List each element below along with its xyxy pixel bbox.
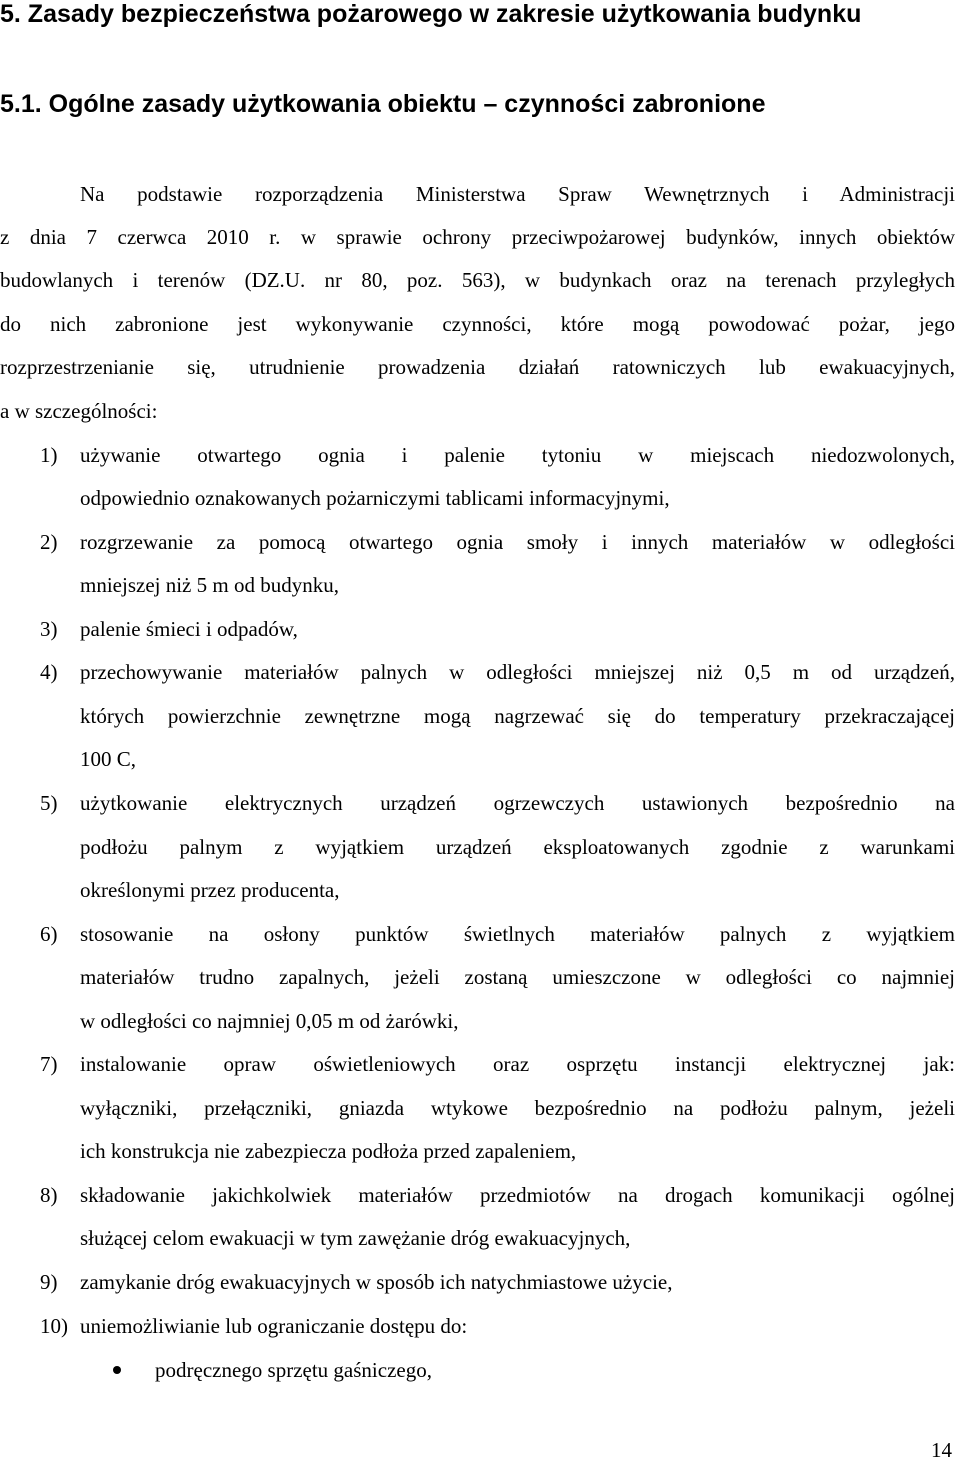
list-item-line: wyłączniki, przełączniki, gniazda wtykowe bezpośrednio na podłożu palnym, jeżeli (80, 1096, 955, 1120)
section-heading: 5. Zasady bezpieczeństwa pożarowego w zakresie użytkowania budynku (0, 0, 862, 28)
list-item-line: uniemożliwianie lub ograniczanie dostępu do: (80, 1314, 468, 1338)
list-item-line: 100 C, (80, 747, 137, 771)
list-item-number: 1) (40, 443, 58, 467)
list-item-line: mniejszej niż 5 m od budynku, (80, 573, 339, 597)
bullet-item: podręcznego sprzętu gaśniczego, (155, 1358, 432, 1382)
intro-line: a w szczególności: (0, 399, 158, 423)
list-item-line: służącej celom ewakuacji w tym zawężanie dróg ewakuacyjnych, (80, 1226, 631, 1250)
list-item-line: użytkowanie elektrycznych urządzeń ogrzewczych ustawionych bezpośrednio na (80, 791, 955, 815)
list-item-line: odpowiednio oznakowanych pożarniczymi tablicami informacyjnymi, (80, 486, 670, 510)
list-item-line: instalowanie opraw oświetleniowych oraz osprzętu instancji elektrycznej jak: (80, 1052, 955, 1076)
list-item-line: palenie śmieci i odpadów, (80, 617, 298, 641)
list-item-number: 8) (40, 1183, 58, 1207)
list-item-number: 3) (40, 617, 58, 641)
list-item-line: których powierzchnie zewnętrzne mogą nagrzewać się do temperatury przekraczającej (80, 704, 955, 728)
list-item-line: przechowywanie materiałów palnych w odległości mniejszej niż 0,5 m od urządzeń, (80, 660, 955, 684)
list-item-number: 10) (40, 1314, 68, 1338)
list-item-line: stosowanie na osłony punktów świetlnych materiałów palnych z wyjątkiem (80, 922, 955, 946)
subsection-heading: 5.1. Ogólne zasady użytkowania obiektu – czynności zabronione (0, 90, 766, 118)
list-item-number: 4) (40, 660, 58, 684)
list-item-line: rozgrzewanie za pomocą otwartego ognia smoły i innych materiałów w odległości (80, 530, 955, 554)
list-item-line: materiałów trudno zapalnych, jeżeli zostaną umieszczone w odległości co najmniej (80, 965, 955, 989)
list-item-line: zamykanie dróg ewakuacyjnych w sposób ich natychmiastowe użycie, (80, 1270, 673, 1294)
list-item-number: 9) (40, 1270, 58, 1294)
list-item-number: 2) (40, 530, 58, 554)
list-item-line: podłożu palnym z wyjątkiem urządzeń eksploatowanych zgodnie z warunkami (80, 835, 955, 859)
list-item-line: składowanie jakichkolwiek materiałów przedmiotów na drogach komunikacji ogólnej (80, 1183, 955, 1207)
intro-line: rozprzestrzenianie się, utrudnienie prowadzenia działań ratowniczych lub ewakuacyjnych, (0, 355, 955, 379)
list-item-line: w odległości co najmniej 0,05 m od żarówki, (80, 1009, 459, 1033)
list-item-number: 6) (40, 922, 58, 946)
list-item-line: ich konstrukcja nie zabezpiecza podłoża przed zapaleniem, (80, 1139, 577, 1163)
list-item-line: określonymi przez producenta, (80, 878, 340, 902)
list-item-number: 7) (40, 1052, 58, 1076)
intro-line: Na podstawie rozporządzenia Ministerstwa Spraw Wewnętrznych i Administracji (80, 182, 955, 206)
intro-line: budowlanych i terenów (DZ.U. nr 80, poz. 563), w budynkach oraz na terenach przyległych (0, 268, 955, 292)
bullet-icon (113, 1366, 121, 1374)
page-number: 14 (931, 1438, 952, 1462)
intro-line: z dnia 7 czerwca 2010 r. w sprawie ochrony przeciwpożarowej budynków, innych obiektów (0, 225, 955, 249)
list-item-line: używanie otwartego ognia i palenie tytoniu w miejscach niedozwolonych, (80, 443, 955, 467)
list-item-number: 5) (40, 791, 58, 815)
intro-line: do nich zabronione jest wykonywanie czynności, które mogą powodować pożar, jego (0, 312, 955, 336)
